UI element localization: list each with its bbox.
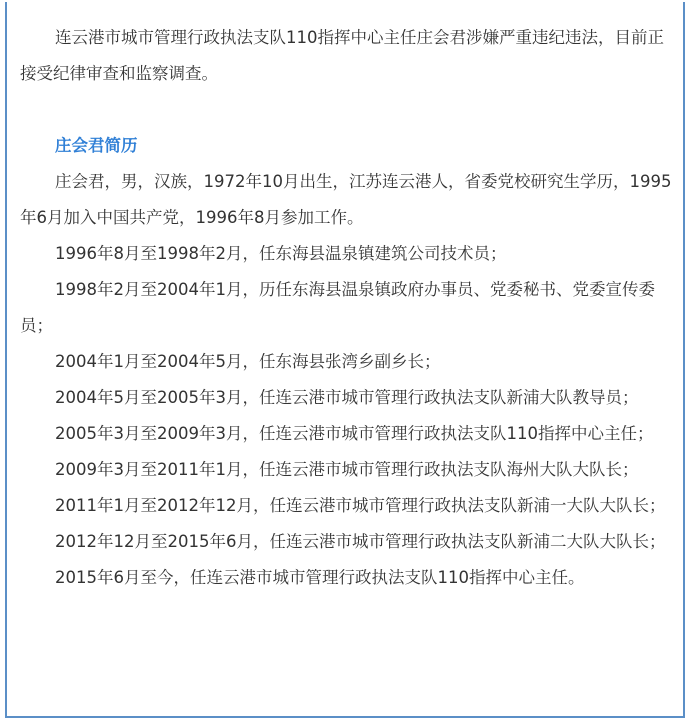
career-item: 2004年5月至2005年3月，任连云港市城市管理行政执法支队新浦大队教导员；	[55, 388, 639, 407]
career-item: 2004年1月至2004年5月，任东海县张湾乡副乡长；	[55, 352, 441, 371]
career-item: 2005年3月至2009年3月，任连云港市城市管理行政执法支队110指挥中心主任；	[55, 424, 654, 443]
intro-paragraph: 连云港市城市管理行政执法支队110指挥中心主任庄会君涉嫌严重违纪违法，目前正接受纪律审查和监察调查。	[20, 28, 664, 83]
career-item: 2015年6月至今，任连云港市城市管理行政执法支队110指挥中心主任。	[55, 568, 585, 587]
bio-heading: 庄会君简历	[55, 136, 138, 155]
career-item: 2009年3月至2011年1月，任连云港市城市管理行政执法支队海州大队大队长；	[55, 460, 639, 479]
career-item: 2011年1月至2012年12月，任连云港市城市管理行政执法支队新浦一大队大队长；	[55, 496, 666, 515]
paragraph-spacer	[20, 92, 678, 128]
career-item: 2012年12月至2015年6月，任连云港市城市管理行政执法支队新浦二大队大队长；	[55, 532, 666, 551]
bio-summary: 庄会君，男，汉族，1972年10月出生，江苏连云港人，省委党校研究生学历，1995年6月加入中国共产党，1996年8月参加工作。	[20, 172, 672, 227]
career-item: 1998年2月至2004年1月，历任东海县温泉镇政府办事员、党委秘书、党委宣传委员；	[20, 280, 655, 335]
article-body	[20, 20, 678, 596]
career-item: 1996年8月至1998年2月，任东海县温泉镇建筑公司技术员；	[55, 244, 507, 263]
